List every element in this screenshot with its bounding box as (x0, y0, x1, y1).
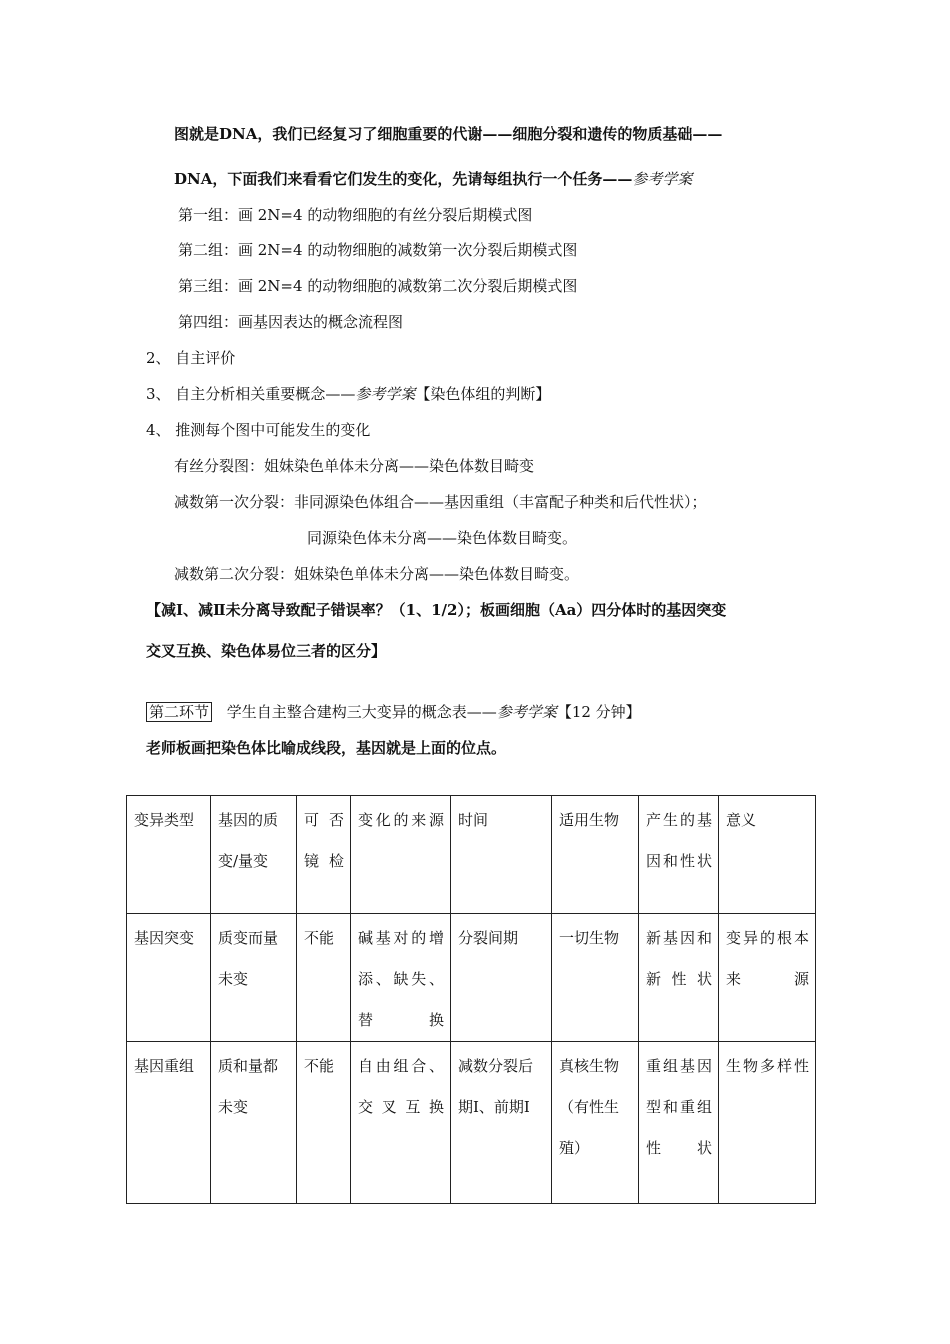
table-cell: 重组基因型和重组性状 (639, 1042, 719, 1204)
item-4-title: 4、 推测每个图中可能发生的变化 (146, 421, 371, 439)
item-4-meiosis1-a: 减数第一次分裂：非同源染色体组合——基因重组（丰富配子种类和后代性状）； (174, 493, 707, 511)
section-2-ref: 参考学案 (496, 703, 557, 721)
section-2-text: 学生自主整合建构三大变异的概念表—— (226, 703, 497, 721)
table-row (127, 1042, 816, 1204)
section-2-time: 【12 分钟】 (556, 703, 641, 721)
header-cell: 基因的质变/量变 (211, 796, 297, 914)
intro-line-2-main: DNA，下面我们来看看它们发生的变化，先请每组执行一个任务—— (174, 170, 633, 188)
teacher-note: 老师板画把染色体比喻成线段，基因就是上面的位点。 (146, 739, 507, 757)
bold-note-line-2: 交叉互换、染色体易位三者的区分】 (146, 642, 387, 660)
item-3-suffix: 【染色体组的判断】 (415, 385, 551, 403)
table-cell: 基因重组 (127, 1042, 211, 1204)
header-cell: 适用生物 (552, 796, 639, 914)
table-cell: 质变而量未变 (211, 914, 297, 1042)
group-3-task: 第三组：画 2N=4 的动物细胞的减数第二次分裂后期模式图 (178, 277, 578, 295)
item-3 (146, 384, 550, 404)
header-cell: 可否镜检 (297, 796, 351, 914)
intro-line-2-ref: 参考学案 (632, 170, 693, 188)
table-cell: 自由组合、交叉互换 (351, 1042, 451, 1204)
section-2-heading (146, 702, 641, 722)
table-cell: 分裂间期 (451, 914, 552, 1042)
section-2-tag: 第二环节 (146, 702, 212, 722)
table-cell: 变异的根本来源 (719, 914, 816, 1042)
table-cell: 不能 (297, 1042, 351, 1204)
table-cell: 碱基对的增添、缺失、替换 (351, 914, 451, 1042)
item-3-ref: 参考学案 (355, 385, 416, 403)
item-4-mitosis: 有丝分裂图：姐妹染色单体未分离——染色体数目畸变 (174, 457, 535, 475)
table-cell: 质和量都未变 (211, 1042, 297, 1204)
table-cell: 真核生物（有性生殖） (552, 1042, 639, 1204)
bold-note-line-1: 【减Ⅰ、减Ⅱ未分离导致配子错误率？（1、1/2）；板画细胞（Aa）四分体时的基因突变 (146, 601, 727, 619)
variation-concept-table (126, 795, 816, 1204)
header-cell: 时间 (451, 796, 552, 914)
table-row (127, 914, 816, 1042)
group-1-task: 第一组：画 2N=4 的动物细胞的有丝分裂后期模式图 (178, 206, 533, 224)
header-cell: 变化的来源 (351, 796, 451, 914)
table-cell: 新基因和新性状 (639, 914, 719, 1042)
item-3-prefix: 3、 自主分析相关重要概念—— (146, 385, 356, 403)
group-4-task: 第四组：画基因表达的概念流程图 (178, 313, 404, 331)
item-2: 2、 自主评价 (146, 349, 236, 367)
table-cell: 一切生物 (552, 914, 639, 1042)
table-cell: 生物多样性 (719, 1042, 816, 1204)
item-4-meiosis1-b: 同源染色体未分离——染色体数目畸变。 (307, 529, 578, 547)
table-cell: 基因突变 (127, 914, 211, 1042)
table-cell: 减数分裂后期Ⅰ、前期Ⅰ (451, 1042, 552, 1204)
header-cell: 变异类型 (127, 796, 211, 914)
header-cell: 产生的基因和性状 (639, 796, 719, 914)
table-cell: 不能 (297, 914, 351, 1042)
intro-line-2 (174, 169, 692, 189)
item-4-meiosis2: 减数第二次分裂：姐妹染色单体未分离——染色体数目畸变。 (174, 565, 580, 583)
table-header-row (127, 796, 816, 914)
intro-line-1: 图就是DNA，我们已经复习了细胞重要的代谢——细胞分裂和遗传的物质基础—— (174, 125, 723, 143)
header-cell: 意义 (719, 796, 816, 914)
group-2-task: 第二组：画 2N=4 的动物细胞的减数第一次分裂后期模式图 (178, 241, 578, 259)
